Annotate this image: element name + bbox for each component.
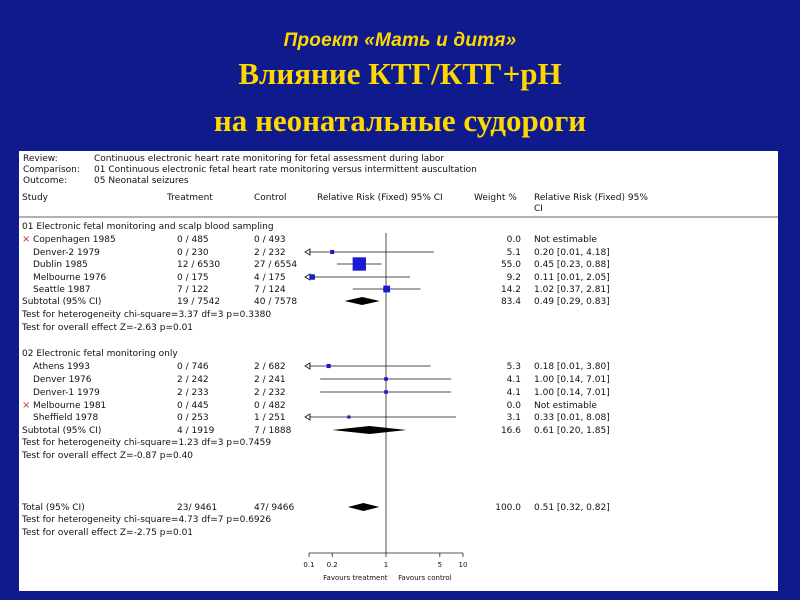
study-control: 7 / 124	[254, 285, 286, 295]
favours-control-label: Favours control	[398, 574, 452, 582]
total-label: Total (95% CI)	[22, 503, 85, 513]
total-overall-effect-test: Test for overall effect Z=-2.75 p=0.01	[22, 528, 194, 538]
study-control: 2 / 682	[254, 362, 286, 372]
heterogeneity-test: Test for heterogeneity chi-square=1.23 df=3 p=0.7459	[22, 438, 272, 448]
comparison-value: 01 Continuous electronic fetal heart rate monitoring versus intermittent auscultation	[94, 165, 477, 175]
study-treatment: 0 / 253	[177, 413, 209, 423]
study-weight: 0.0	[506, 235, 521, 245]
study-point	[330, 250, 334, 254]
total-control: 47/ 9466	[254, 503, 295, 513]
col-header-control: Control	[254, 193, 287, 203]
total-weight: 100.0	[495, 503, 521, 513]
review-label: Review:	[23, 154, 58, 164]
study-rr-text: Not estimable	[534, 235, 597, 245]
study-weight: 4.1	[506, 388, 521, 398]
study-control: 27 / 6554	[254, 260, 298, 270]
study-rr-text: 0.45 [0.23, 0.88]	[534, 260, 610, 270]
subtotal-treatment: 4 / 1919	[177, 426, 215, 436]
study-control: 2 / 232	[254, 388, 286, 398]
study-control: 2 / 232	[254, 248, 286, 258]
study-weight: 5.1	[506, 248, 521, 258]
study-point	[384, 377, 388, 381]
study-point	[327, 364, 331, 368]
study-control: 0 / 493	[254, 235, 286, 245]
study-weight: 9.2	[506, 273, 521, 283]
study-rr-text: 1.02 [0.37, 2.81]	[534, 285, 610, 295]
study-name: Melbourne 1981	[33, 401, 107, 411]
study-treatment: 0 / 445	[177, 401, 209, 411]
subtotal-weight: 83.4	[500, 297, 521, 307]
study-weight: 14.2	[500, 285, 521, 295]
study-weight: 0.0	[506, 401, 521, 411]
study-point	[309, 274, 314, 279]
total-heterogeneity-test: Test for heterogeneity chi-square=4.73 df=7 p=0.6926	[22, 515, 272, 525]
study-treatment: 2 / 242	[177, 375, 209, 385]
total-diamond	[348, 503, 379, 511]
heterogeneity-test: Test for heterogeneity chi-square=3.37 df=3 p=0.3380	[22, 310, 272, 320]
subtotal-treatment: 19 / 7542	[177, 297, 221, 307]
study-treatment: 7 / 122	[177, 285, 209, 295]
col-header-weight: Weight %	[474, 193, 517, 203]
overall-effect-test: Test for overall effect Z=-0.87 p=0.40	[22, 451, 194, 461]
excluded-study-mark: ×	[22, 400, 31, 411]
subtotal-rr-text: 0.49 [0.29, 0.83]	[534, 297, 610, 307]
outcome-label: Outcome:	[23, 176, 68, 186]
study-name: Seattle 1987	[33, 285, 91, 295]
study-treatment: 12 / 6530	[177, 260, 221, 270]
x-tick-label: 0.2	[326, 561, 338, 569]
favours-treatment-label: Favours treatment	[323, 574, 388, 582]
study-name: Athens 1993	[33, 362, 90, 372]
subtotal-rr-text: 0.61 [0.20, 1.85]	[534, 426, 610, 436]
study-weight: 5.3	[506, 362, 521, 372]
study-control: 1 / 251	[254, 413, 286, 423]
study-point	[353, 257, 366, 270]
study-rr-text: 0.18 [0.01, 3.80]	[534, 362, 610, 372]
slide-title-line-2: на неонатальные судороги	[213, 103, 587, 138]
slide-header	[0, 0, 800, 150]
total-treatment: 23/ 9461	[177, 503, 218, 513]
study-rr-text: 1.00 [0.14, 7.01]	[534, 375, 610, 385]
study-rr-text: 0.11 [0.01, 2.05]	[534, 273, 610, 283]
x-tick-label: 1	[383, 561, 389, 569]
x-tick-label: 0.1	[303, 561, 315, 569]
study-control: 2 / 241	[254, 375, 286, 385]
study-rr-text: 1.00 [0.14, 7.01]	[534, 388, 610, 398]
study-rr-text: 0.33 [0.01, 8.08]	[534, 413, 610, 423]
study-point	[347, 415, 350, 418]
study-weight: 4.1	[506, 375, 521, 385]
study-weight: 55.0	[500, 260, 521, 270]
study-name: Melbourne 1976	[33, 273, 107, 283]
study-name: Copenhagen 1985	[33, 235, 116, 245]
project-subtitle: Проект «Мать и дитя»	[283, 30, 517, 51]
excluded-study-mark: ×	[22, 234, 31, 245]
total-rr-text: 0.51 [0.32, 0.82]	[534, 503, 610, 513]
study-weight: 3.1	[506, 413, 521, 423]
study-control: 0 / 482	[254, 401, 286, 411]
subtotal-label: Subtotal (95% CI)	[22, 297, 102, 307]
study-control: 4 / 175	[254, 273, 286, 283]
outcome-value: 05 Neonatal seizures	[94, 176, 189, 186]
col-header-rr-plot: Relative Risk (Fixed) 95% CI	[317, 193, 443, 203]
study-treatment: 0 / 230	[177, 248, 209, 258]
forest-plot	[19, 151, 778, 591]
study-rr-text: Not estimable	[534, 401, 597, 411]
study-point	[384, 390, 388, 394]
x-tick-label: 5	[437, 561, 443, 569]
group-title: 02 Electronic fetal monitoring only	[22, 349, 178, 359]
subtotal-diamond	[345, 297, 380, 305]
review-value: Continuous electronic heart rate monitoring for fetal assessment during labor	[94, 154, 445, 164]
x-tick-label: 10	[458, 561, 468, 569]
study-treatment: 0 / 485	[177, 235, 209, 245]
col-header-study: Study	[22, 193, 48, 203]
study-name: Sheffield 1978	[33, 413, 99, 423]
study-name: Dublin 1985	[33, 260, 88, 270]
forest-plot-panel	[19, 151, 778, 591]
subtotal-control: 40 / 7578	[254, 297, 298, 307]
study-treatment: 0 / 175	[177, 273, 209, 283]
study-name: Denver-1 1979	[33, 388, 100, 398]
slide-title-line-1: Влияние КТГ/КТГ+рН	[238, 56, 562, 91]
group-title: 01 Electronic fetal monitoring and scalp blood sampling	[22, 222, 274, 232]
study-rr-text: 0.20 [0.01, 4.18]	[534, 248, 610, 258]
col-header-treatment: Treatment	[167, 193, 213, 203]
study-name: Denver 1976	[33, 375, 92, 385]
study-treatment: 0 / 746	[177, 362, 209, 372]
subtotal-weight: 16.6	[500, 426, 521, 436]
subtotal-control: 7 / 1888	[254, 426, 292, 436]
study-point	[383, 286, 390, 293]
subtotal-diamond	[332, 426, 406, 434]
study-treatment: 2 / 233	[177, 388, 209, 398]
comparison-label: Comparison:	[23, 165, 80, 175]
col-header-rr-text: Relative Risk (Fixed) 95%	[534, 193, 648, 203]
overall-effect-test: Test for overall effect Z=-2.63 p=0.01	[22, 323, 194, 333]
subtotal-label: Subtotal (95% CI)	[22, 426, 102, 436]
study-name: Denver-2 1979	[33, 248, 100, 258]
col-header-rr-text-ci: CI	[534, 204, 543, 214]
